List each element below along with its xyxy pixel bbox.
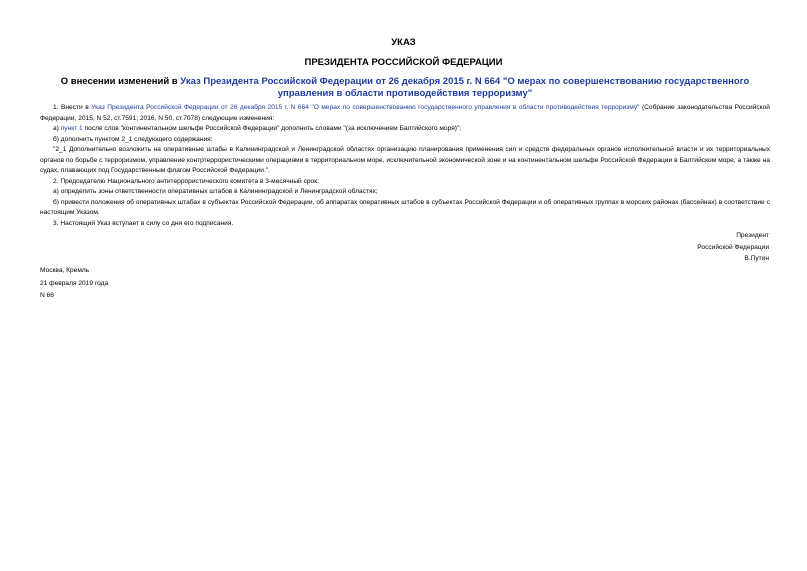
paragraph-1b: б) дополнить пунктом 2_1 следующего содержания: [53,135,213,143]
p1-suffix: (Собрание законодательства Российской Федерации, 2015, N 52, ст.7591; 2016, N 50, ст.7078) следующие изменения: [40,104,770,122]
signature-name: В.Путин [744,255,769,262]
document-type-title: УКАЗ [391,37,416,48]
paragraph-1a [40,124,770,135]
subtitle-decree-link[interactable]: Указ Президента Российской Федерации от 26 декабря 2015 г. N 664 "О мерах по совершенствованию государственного управления в области противодействия терроризму" [180,76,750,99]
subtitle-prefix: О внесении изменений в [60,76,181,87]
paragraph-2a: а) определить зоны ответственности оперативных штабов в Калининградской и Ленинградской областях; [53,188,378,195]
paragraph-2: 2. Председателю Национального антитеррористического комитета в 3-месячный срок: [53,177,319,185]
document-footer [40,265,108,303]
p1a-prefix: а) [53,125,61,132]
document-subtitle [40,76,770,100]
p1-prefix: 1. Внести в [53,104,92,111]
p1a-suffix: после слов "континентальном шельфе Российской Федерации" дополнить словами "(за исключением Балтийского моря)"; [82,125,462,132]
paragraph-1 [40,103,770,124]
p1a-point-link[interactable]: пункт 1 [60,125,83,132]
footer-date: 21 февраля 2019 года [40,279,109,287]
footer-place: Москва, Кремль [40,267,90,274]
footer-number: N 66 [40,292,54,299]
p1-decree-link[interactable]: Указ Президента Российской Федерации от 26 декабря 2015 г. N 664 "О мерах по совершенствованию государственного управления в области противодействия терроризму" [91,104,640,111]
paragraph-2b: б) привести положения об оперативных штабах в субъектах Российской Федерации, об аппаратах оперативных штабов в субъектах Российской Федерации и об оперативных группах в морских районах (бассейнах) в соответствие с настоящим Указом. [40,198,770,216]
paragraph-1c: "2_1 Дополнительно возложить на оперативные штабы в Калининградской и Ленинградской областях организацию планирования применения сил и средств федеральных органов исполнительной власти и их территориальных органов по борьбе с терроризмом, управление контртеррористическими операциями в территориальном море, исключительной экономической зоне и на континентальном шельфе Российской Федерации в Балтийском море, а также на судах, плавающих под Государственным флагом Российской Федерации.". [40,146,770,174]
signature-country: Российской Федерации [697,243,769,251]
document-issuer: ПРЕЗИДЕНТА РОССИЙСКОЙ ФЕДЕРАЦИИ [304,57,503,68]
paragraph-3: 3. Настоящий Указ вступает в силу со дня его подписания. [53,219,234,227]
document-body [40,103,770,229]
signature-title: Президент [736,232,769,239]
signature-block [697,230,769,265]
